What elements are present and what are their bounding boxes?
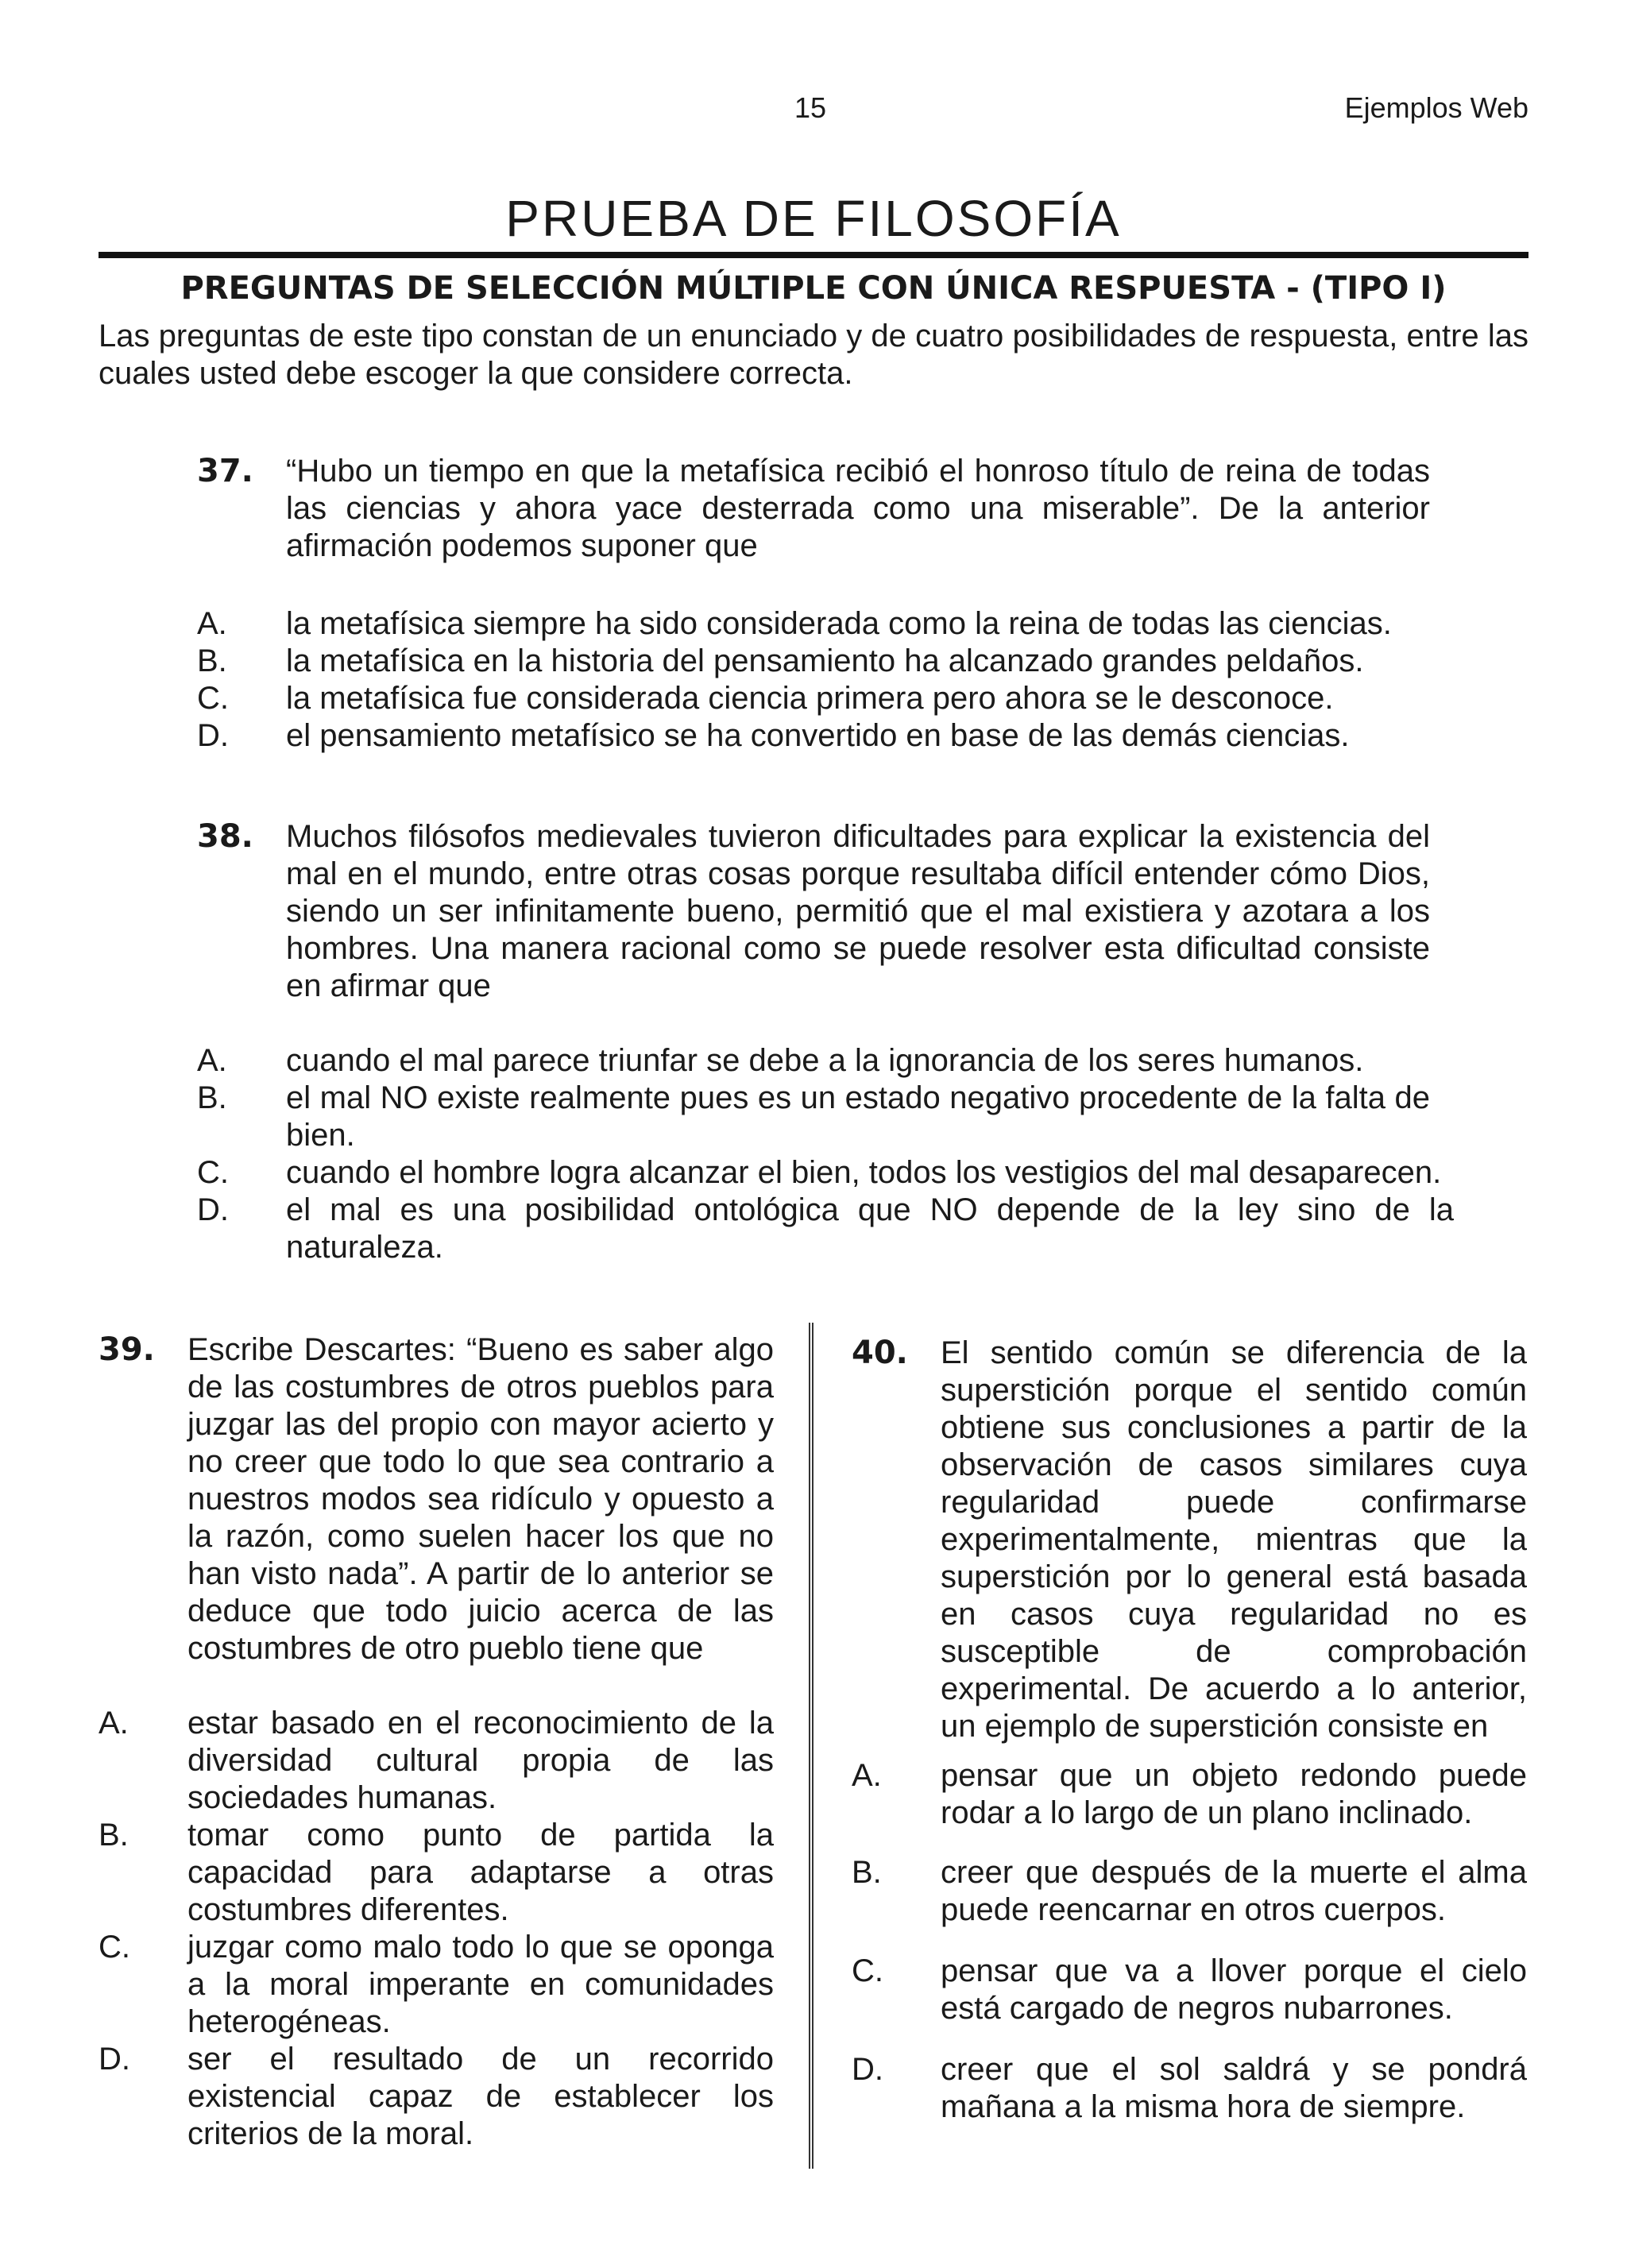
q38-option-a-letter: A. bbox=[197, 1043, 227, 1078]
q38-option-d: el mal es una posibilidad ontológica que NO depende de la ley sino de la naturaleza. bbox=[286, 1192, 1454, 1265]
page-title: PRUEBA DE FILOSOFÍA bbox=[505, 190, 1122, 247]
question-39-text: Escribe Descartes: “Bueno es saber algo de las costumbres de otros pueblos para juzgar las del propio con mayor acierto y no creer que todo lo que sea contrario a nuestros modos sea ridículo y opuesto a la razón, como suelen hacer los que no han visto nada”. A partir de lo anterior se deduce que todo juicio acerca de las costumbres de otro pueblo tiene que bbox=[187, 1332, 774, 1666]
q40-option-d: creer que el sol saldrá y se pondrá mañana a la misma hora de siempre. bbox=[941, 2052, 1527, 2124]
question-38-number: 38. bbox=[197, 818, 253, 855]
section-heading: PREGUNTAS DE SELECCIÓN MÚLTIPLE CON ÚNICA RESPUESTA - (TIPO I) bbox=[180, 270, 1447, 307]
q38-option-c: cuando el hombre logra alcanzar el bien, todos los vestigios del mal desaparecen. bbox=[286, 1155, 1442, 1190]
q39-option-d-letter: D. bbox=[99, 2042, 130, 2077]
column-divider bbox=[809, 1323, 814, 2169]
q40-option-a-letter: A. bbox=[852, 1758, 882, 1793]
question-40-number: 40. bbox=[852, 1335, 908, 1371]
q38-option-b: el mal NO existe realmente pues es un estado negativo procedente de la falta de bien. bbox=[286, 1080, 1430, 1153]
header-right-text: Ejemplos Web bbox=[1344, 91, 1528, 124]
q37-option-d-letter: D. bbox=[197, 718, 229, 753]
q37-option-b: la metafísica en la historia del pensamiento ha alcanzado grandes peldaños. bbox=[286, 643, 1364, 678]
q39-option-a: estar basado en el reconocimiento de la diversidad cultural propia de las sociedades humanas. bbox=[187, 1706, 774, 1815]
question-37-number: 37. bbox=[197, 453, 253, 489]
q37-option-a: la metafísica siempre ha sido considerada como la reina de todas las ciencias. bbox=[286, 606, 1392, 641]
q39-option-c-letter: C. bbox=[99, 1930, 130, 1965]
q40-option-c-letter: C. bbox=[852, 1953, 883, 1988]
question-39-number: 39. bbox=[99, 1331, 155, 1368]
q39-option-b: tomar como punto de partida la capacidad para adaptarse a otras costumbres diferentes. bbox=[187, 1818, 774, 1927]
q37-option-c: la metafísica fue considerada ciencia primera pero ahora se le desconoce. bbox=[286, 681, 1334, 716]
q37-option-a-letter: A. bbox=[197, 606, 227, 641]
q40-option-a: pensar que un objeto redondo puede rodar a lo largo de un plano inclinado. bbox=[941, 1758, 1527, 1830]
q38-option-a: cuando el mal parece triunfar se debe a la ignorancia de los seres humanos. bbox=[286, 1043, 1364, 1078]
q40-option-b: creer que después de la muerte el alma puede reencarnar en otros cuerpos. bbox=[941, 1855, 1527, 1927]
question-40-text: El sentido común se diferencia de la superstición porque el sentido común obtiene sus conclusiones a partir de la observación de casos similares cuya regularidad puede confirmarse experimentalmente, mientras que la superstición por lo general está basada en casos cuya regularidad no es susceptible de comprobación experimental. De acuerdo a lo anterior, un ejemplo de superstición consiste en bbox=[941, 1335, 1527, 1744]
q38-option-c-letter: C. bbox=[197, 1155, 229, 1190]
q38-option-d-letter: D. bbox=[197, 1192, 229, 1227]
question-37-text: “Hubo un tiempo en que la metafísica recibió el honroso título de reina de todas las ciencias y ahora yace desterrada como una miserable”. De la anterior afirmación podemos suponer que bbox=[286, 454, 1430, 563]
q37-option-b-letter: B. bbox=[197, 643, 227, 678]
q39-option-d: ser el resultado de un recorrido existencial capaz de establecer los criterios de la moral. bbox=[187, 2042, 774, 2151]
question-38-text: Muchos filósofos medievales tuvieron dificultades para explicar la existencia del mal en el mundo, entre otras cosas porque resultaba difícil entender cómo Dios, siendo un ser infinitamente bueno, permitió que el mal existiera y azotara a los hombres. Una manera racional como se puede resolver esta dificultad consiste en afirmar que bbox=[286, 819, 1430, 1003]
q37-option-d: el pensamiento metafísico se ha convertido en base de las demás ciencias. bbox=[286, 718, 1350, 753]
q39-option-b-letter: B. bbox=[99, 1818, 129, 1853]
q40-option-d-letter: D. bbox=[852, 2052, 883, 2087]
title-rule bbox=[99, 252, 1528, 258]
instructions-text: Las preguntas de este tipo constan de un enunciado y de cuatro posibilidades de respuesta, entre las cuales usted debe escoger la que considere correcta. bbox=[99, 319, 1528, 391]
q37-option-c-letter: C. bbox=[197, 681, 229, 716]
q39-option-c: juzgar como malo todo lo que se oponga a la moral imperante en comunidades heterogéneas. bbox=[187, 1930, 774, 2039]
q40-option-b-letter: B. bbox=[852, 1855, 882, 1890]
q39-option-a-letter: A. bbox=[99, 1706, 129, 1741]
page-number: 15 bbox=[794, 91, 827, 124]
q40-option-c: pensar que va a llover porque el cielo está cargado de negros nubarrones. bbox=[941, 1953, 1527, 2026]
q38-option-b-letter: B. bbox=[197, 1080, 227, 1115]
